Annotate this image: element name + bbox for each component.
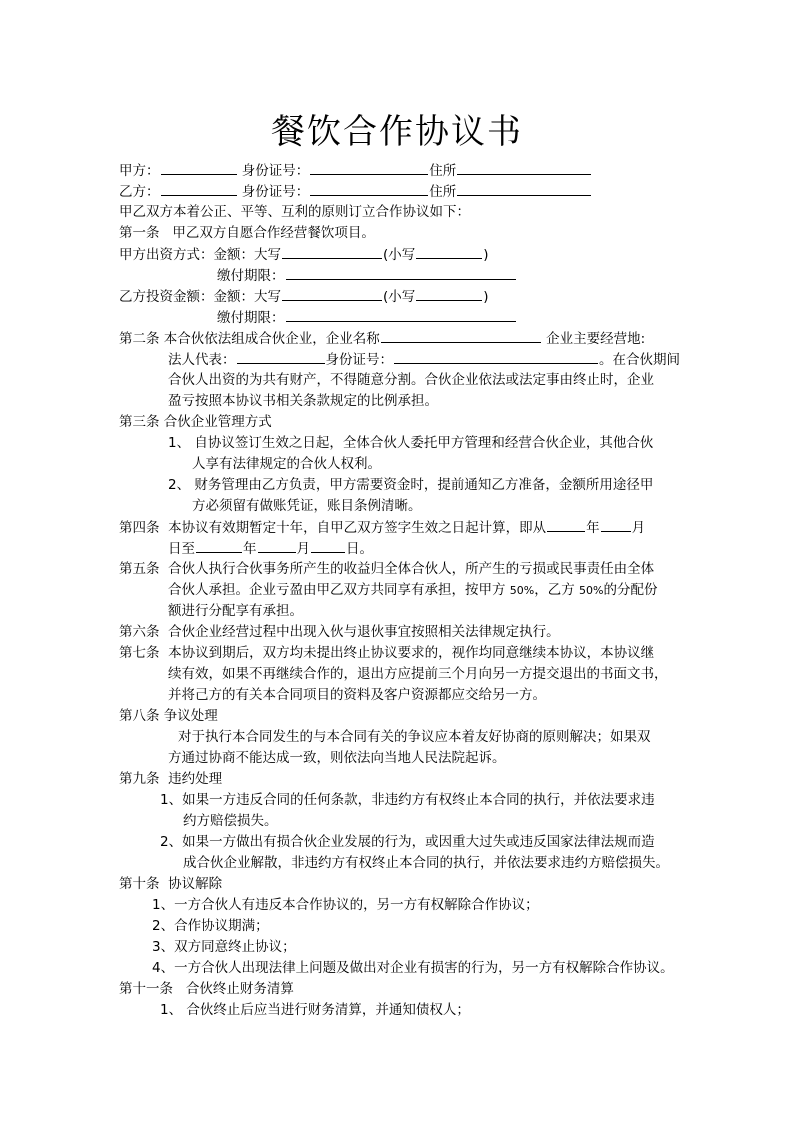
invest-a-label: 甲方出资方式：金额：大写 — [119, 247, 281, 263]
article-7-line-3: 并将己方的有关本合同项目的资料及客户资源都应交给另一方。 — [168, 687, 546, 703]
article-1 — [119, 224, 375, 242]
legal-rep-id-label: 身份证号： — [325, 352, 393, 368]
party-a-label: 甲方： — [119, 163, 160, 179]
end-day-blank — [311, 539, 345, 553]
month-label-1: 月 — [631, 520, 646, 536]
legal-rep-blank — [237, 350, 325, 364]
document-title: 餐饮合作协议书 — [271, 112, 523, 152]
party-b-line — [119, 182, 592, 200]
article-2-text-2: 企业主要经营地: — [546, 331, 646, 347]
day-label-to: 日至 — [168, 541, 195, 557]
party-a-address-label: 住所 — [429, 163, 457, 179]
article-11-item-1: 1、 合伙终止后应当进行财务清算，并通知债权人； — [160, 1002, 470, 1018]
invest-b-pay-blank — [286, 308, 516, 322]
article-4-heading: 第四条 — [119, 520, 160, 536]
article-9-item-1a: 1、如果一方违反合同的任何条款，非违约方有权终止本合同的执行，并依法要求违 — [160, 792, 655, 808]
intro-line: 甲乙双方本着公正、平等、互利的原则订立合作协议如下： — [119, 204, 470, 220]
article-1-text: 甲乙双方自愿合作经营餐饮项目。 — [172, 225, 375, 241]
article-10-item-2: 2、合作协议期满； — [152, 918, 269, 934]
article-2-heading: 第二条 — [119, 331, 160, 347]
invest-a-pay-label: 缴付期限： — [217, 268, 285, 284]
article-8-line-2: 方通过协商不能达成一致，则依法向当地人民法院起诉。 — [168, 750, 506, 766]
start-month-blank — [601, 518, 631, 532]
article-3-item-1a: 1、 自协议签订生效之日起，全体合伙人委托甲方管理和经营合伙企业，其他合伙 — [168, 435, 654, 451]
invest-a-amount-blank — [282, 245, 382, 259]
article-5-text-2b: ，乙方 — [534, 582, 575, 598]
day-label-end: 日。 — [346, 541, 373, 557]
article-10-item-3: 3、双方同意终止协议； — [152, 939, 296, 955]
article-9-title-line — [119, 770, 222, 788]
article-7-line-1 — [119, 644, 654, 662]
article-3-item-1b: 人享有法律规定的合伙人权利。 — [192, 456, 381, 472]
article-11-title: 合伙终止财务清算 — [185, 981, 294, 997]
article-2-line-1 — [119, 329, 645, 347]
article-6 — [119, 623, 560, 641]
article-2-text-1: 本合伙依法组成合伙企业，企业名称 — [163, 331, 380, 347]
article-9-heading: 第九条 — [119, 771, 160, 787]
article-4-line-1 — [119, 518, 645, 536]
article-4-line-2 — [168, 539, 373, 557]
article-7-line-2: 续有效，如果不再继续合作的，退出方应提前三个月向另一方提交退出的书面文书， — [168, 666, 668, 682]
invest-a-line — [119, 245, 489, 263]
article-9-item-2a: 2、如果一方做出有损合伙企业发展的行为，或因重大过失或违反国家法律法规而造 — [160, 834, 655, 850]
party-a-share: 50% — [509, 584, 535, 597]
invest-a-small-blank — [416, 245, 482, 259]
party-b-id-label: 身份证号： — [241, 184, 310, 200]
article-3-heading: 第三条 — [119, 414, 160, 430]
year-label-1: 年 — [586, 520, 600, 536]
article-3-item-2b: 方必须留有做账凭证，账目条例清晰。 — [192, 498, 422, 514]
article-5-line-2 — [168, 581, 658, 599]
party-b-share: 50% — [579, 584, 604, 597]
article-5-line-3: 额进行分配享有承担。 — [168, 603, 303, 619]
party-b-label: 乙方： — [119, 184, 160, 200]
start-year-blank — [547, 518, 585, 532]
party-b-id-blank — [310, 182, 428, 196]
article-10-item-4: 4、一方合伙人出现法律上问题及做出对企业有损害的行为，另一方有权解除合作协议。 — [152, 960, 674, 976]
party-b-address-label: 住所 — [429, 184, 457, 200]
article-7-text-1: 本协议到期后，双方均未提出终止协议要求的，视作均同意继续本协议，本协议继 — [168, 645, 655, 661]
legal-rep-label: 法人代表： — [168, 352, 236, 368]
invest-b-amount-blank — [282, 287, 382, 301]
article-11-heading: 第十一条 — [119, 981, 173, 997]
article-3-title-line — [119, 413, 272, 431]
party-a-address-blank — [457, 161, 591, 175]
article-9-item-1b: 约方赔偿损失。 — [183, 813, 278, 829]
article-2-line-4: 盈亏按照本协议书相关条款规定的比例承担。 — [168, 393, 438, 409]
article-3-title: 合伙企业管理方式 — [163, 414, 272, 430]
article-6-heading: 第六条 — [119, 624, 160, 640]
article-9-item-2b: 成合伙企业解散，非违约方有权终止本合同的执行，并依法要求违约方赔偿损失。 — [183, 855, 669, 871]
article-9-title: 违约处理 — [168, 771, 223, 787]
party-a-id-label: 身份证号： — [241, 163, 310, 179]
legal-rep-id-blank — [394, 350, 598, 364]
article-8-title-line — [119, 707, 218, 725]
article-11-title-line — [119, 980, 294, 998]
article-5-text-1: 合伙人执行合伙事务所产生的收益归全体合伙人，所产生的亏损或民事责任由全体 — [168, 561, 655, 577]
party-a-line — [119, 161, 592, 179]
invest-b-small-open: (小写 — [383, 289, 416, 305]
article-5-text-2a: 合伙人承担。企业亏盈由甲乙双方共同享有承担，按甲方 — [168, 582, 506, 598]
article-4-text: 本协议有效期暂定十年，自甲乙双方签字生效之日起计算，即从 — [168, 520, 547, 536]
invest-b-pay-line — [217, 308, 517, 326]
article-2-text-5: 。在合伙期间 — [599, 352, 680, 368]
party-a-name-blank — [161, 161, 237, 175]
invest-b-close: ) — [483, 289, 489, 305]
party-b-name-blank — [161, 182, 237, 196]
year-label-2: 年 — [243, 541, 257, 557]
article-6-text: 合伙企业经营过程中出现入伙与退伙事宜按照相关法律规定执行。 — [168, 624, 560, 640]
article-5-heading: 第五条 — [119, 561, 160, 577]
invest-b-small-blank — [416, 287, 482, 301]
article-1-heading: 第一条 — [119, 225, 160, 241]
month-label-2: 月 — [296, 541, 310, 557]
article-8-title: 争议处理 — [163, 708, 218, 724]
article-10-title: 协议解除 — [168, 876, 223, 892]
company-name-blank — [381, 329, 541, 343]
invest-b-label: 乙方投资金额：金额：大写 — [119, 289, 281, 305]
article-10-item-1: 1、一方合伙人有违反本合作协议的，另一方有权解除合作协议； — [152, 897, 539, 913]
article-5-text-2c: 的分配份 — [603, 582, 658, 598]
party-a-id-blank — [310, 161, 428, 175]
party-b-address-blank — [457, 182, 591, 196]
article-7-heading: 第七条 — [119, 645, 160, 661]
article-3-item-2a: 2、 财务管理由乙方负责，甲方需要资金时，提前通知乙方准备，金额所用途径甲 — [168, 477, 654, 493]
article-2-line-3: 合伙人出资的为共有财产，不得随意分割。合伙企业依法或法定事由终止时，企业 — [168, 372, 654, 388]
article-10-title-line — [119, 875, 222, 893]
invest-a-close: ) — [483, 247, 489, 263]
end-year-blank — [196, 539, 242, 553]
article-8-heading: 第八条 — [119, 708, 160, 724]
invest-a-pay-blank — [286, 266, 516, 280]
invest-b-line — [119, 287, 489, 305]
article-5-line-1 — [119, 560, 654, 578]
article-10-heading: 第十条 — [119, 876, 160, 892]
article-2-line-2 — [168, 350, 680, 368]
end-month-blank — [258, 539, 296, 553]
article-8-line-1: 对于执行本合同发生的与本合同有关的争议应本着友好协商的原则解决；如果双 — [178, 729, 651, 745]
invest-b-pay-label: 缴付期限： — [217, 310, 285, 326]
invest-a-pay-line — [217, 266, 517, 284]
invest-a-small-open: (小写 — [383, 247, 416, 263]
